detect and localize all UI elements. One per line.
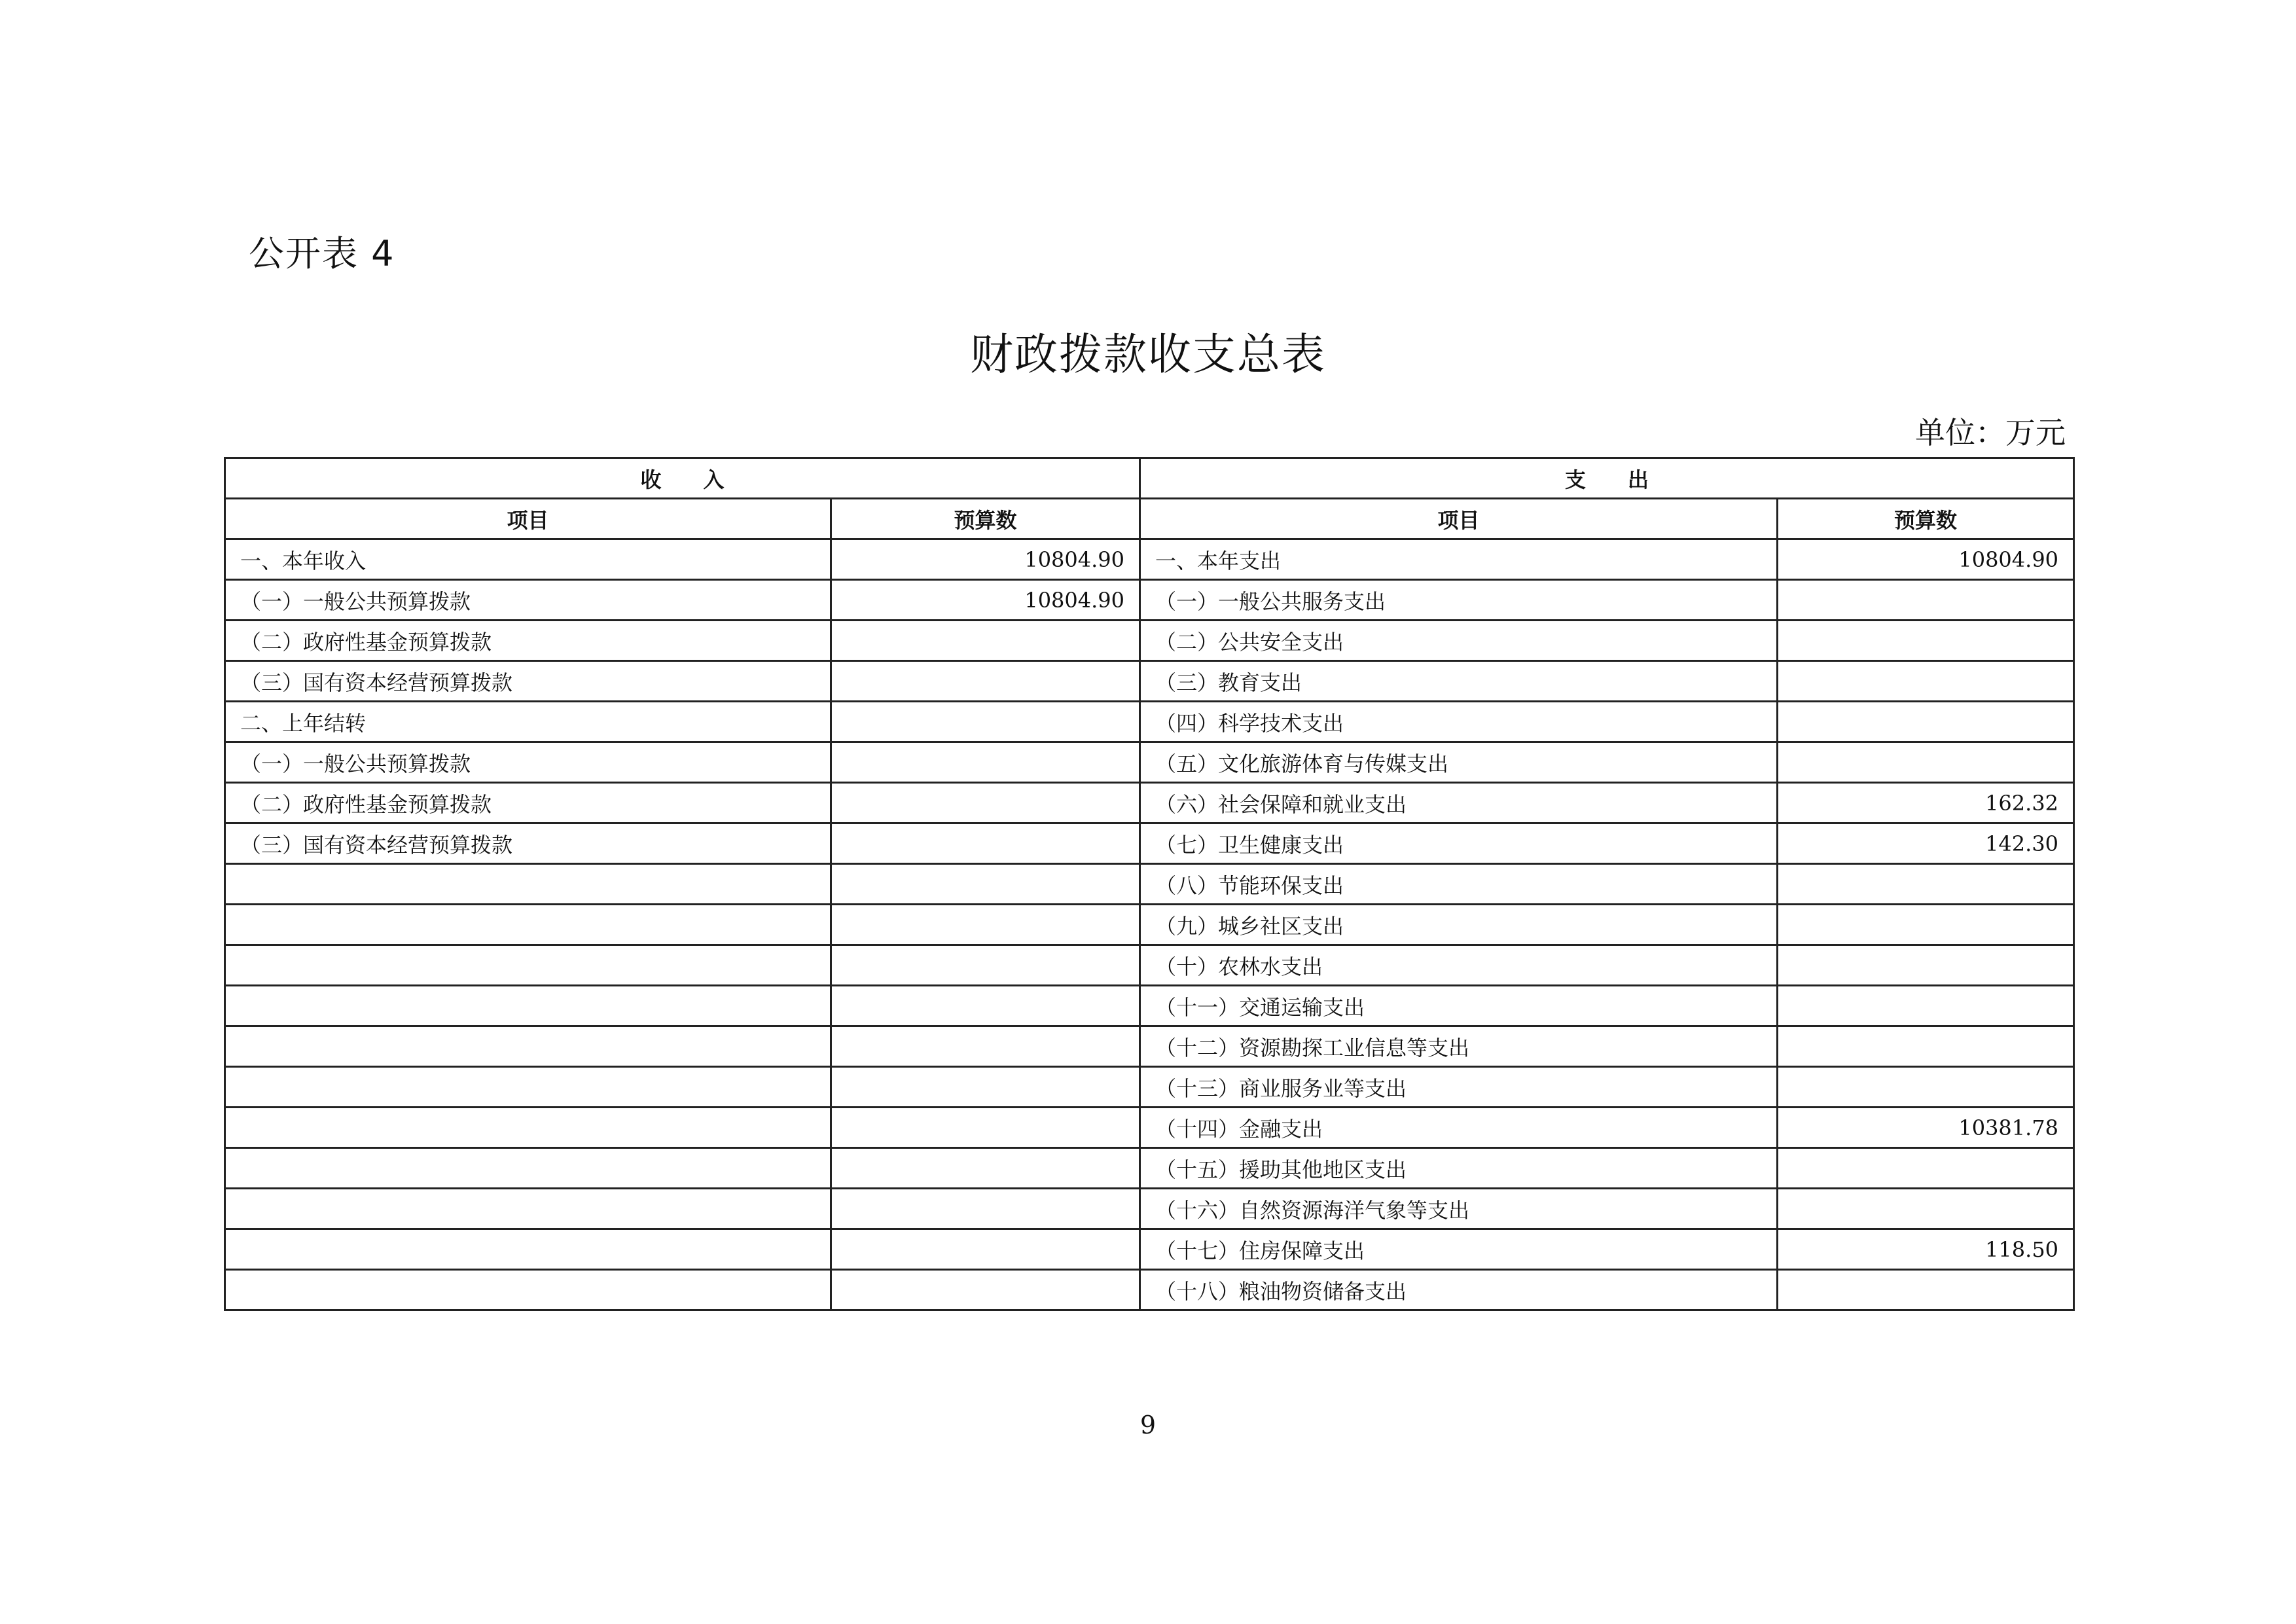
table-row: [225, 986, 2074, 1026]
income-amount-cell: 10804.90: [831, 539, 1140, 580]
expense-amount-cell: 118.50: [1778, 1229, 2074, 1270]
income-amount-cell: [831, 742, 1140, 783]
expense-amount-cell: [1778, 742, 2074, 783]
expense-amount-cell: [1778, 945, 2074, 986]
expense-item-header: 项目: [1140, 499, 1778, 539]
income-amount-header: 预算数: [831, 499, 1140, 539]
expense-item-cell: （十一）交通运输支出: [1140, 986, 1778, 1026]
expense-item-cell: （八）节能环保支出: [1140, 864, 1778, 905]
income-item-cell: [225, 1229, 831, 1270]
income-item-cell: [225, 905, 831, 945]
expense-amount-cell: [1778, 661, 2074, 702]
table-row: [225, 1067, 2074, 1108]
income-amount-cell: [831, 1148, 1140, 1189]
table-row: [225, 1026, 2074, 1067]
expense-item-cell: （二）公共安全支出: [1140, 621, 1778, 661]
income-item-cell: [225, 1026, 831, 1067]
expense-amount-header: 预算数: [1778, 499, 2074, 539]
income-item-cell: [225, 1067, 831, 1108]
expense-amount-cell: [1778, 1189, 2074, 1229]
expense-item-cell: （十六）自然资源海洋气象等支出: [1140, 1189, 1778, 1229]
income-item-cell: （一）一般公共预算拨款: [225, 580, 831, 621]
expense-item-cell: 一、本年支出: [1140, 539, 1778, 580]
income-amount-cell: [831, 905, 1140, 945]
expense-amount-cell: [1778, 905, 2074, 945]
income-amount-cell: [831, 783, 1140, 823]
income-amount-cell: [831, 1108, 1140, 1148]
expense-item-cell: （十五）援助其他地区支出: [1140, 1148, 1778, 1189]
expense-item-cell: （三）教育支出: [1140, 661, 1778, 702]
expense-amount-cell: [1778, 580, 2074, 621]
table-row: [225, 621, 2074, 661]
income-amount-cell: [831, 1189, 1140, 1229]
table-row: [225, 864, 2074, 905]
table-row: [225, 945, 2074, 986]
income-item-cell: 二、上年结转: [225, 702, 831, 742]
table-row: [225, 661, 2074, 702]
expense-item-cell: （十三）商业服务业等支出: [1140, 1067, 1778, 1108]
income-amount-cell: [831, 864, 1140, 905]
income-amount-cell: [831, 1229, 1140, 1270]
column-header-row: [225, 499, 2074, 539]
expense-amount-cell: [1778, 621, 2074, 661]
expense-amount-cell: 10804.90: [1778, 539, 2074, 580]
income-item-cell: [225, 945, 831, 986]
expense-item-cell: （十八）粮油物资储备支出: [1140, 1270, 1778, 1310]
income-amount-cell: 10804.90: [831, 580, 1140, 621]
expense-amount-cell: 142.30: [1778, 823, 2074, 864]
table-row: [225, 1108, 2074, 1148]
expense-amount-cell: [1778, 1270, 2074, 1310]
expense-amount-cell: [1778, 1067, 2074, 1108]
income-item-cell: （三）国有资本经营预算拨款: [225, 661, 831, 702]
income-amount-cell: [831, 945, 1140, 986]
expense-amount-cell: 10381.78: [1778, 1108, 2074, 1148]
income-item-cell: [225, 1270, 831, 1310]
income-amount-cell: [831, 1026, 1140, 1067]
income-item-cell: （二）政府性基金预算拨款: [225, 621, 831, 661]
income-amount-cell: [831, 661, 1140, 702]
expense-item-cell: （五）文化旅游体育与传媒支出: [1140, 742, 1778, 783]
expense-amount-cell: [1778, 702, 2074, 742]
income-amount-cell: [831, 1270, 1140, 1310]
table-row: [225, 580, 2074, 621]
page-number: 9: [1139, 1411, 1157, 1439]
expense-item-cell: （十）农林水支出: [1140, 945, 1778, 986]
income-item-cell: [225, 1108, 831, 1148]
table-row: [225, 1189, 2074, 1229]
expense-amount-cell: [1778, 1148, 2074, 1189]
income-amount-cell: [831, 621, 1140, 661]
table-row: [225, 1229, 2074, 1270]
table-row: [225, 742, 2074, 783]
income-item-cell: 一、本年收入: [225, 539, 831, 580]
expense-item-cell: （一）一般公共服务支出: [1140, 580, 1778, 621]
table-row: [225, 1270, 2074, 1310]
expense-section-header: 支 出: [1140, 458, 2074, 499]
table-row: [225, 823, 2074, 864]
expense-amount-cell: [1778, 864, 2074, 905]
expense-item-cell: （七）卫生健康支出: [1140, 823, 1778, 864]
section-header-row: [225, 458, 2074, 499]
income-amount-cell: [831, 702, 1140, 742]
income-item-cell: （三）国有资本经营预算拨款: [225, 823, 831, 864]
expense-item-cell: （十二）资源勘探工业信息等支出: [1140, 1026, 1778, 1067]
table-row: [225, 539, 2074, 580]
income-item-cell: [225, 864, 831, 905]
income-item-cell: （一）一般公共预算拨款: [225, 742, 831, 783]
expense-item-cell: （九）城乡社区支出: [1140, 905, 1778, 945]
table-label: 公开表 4: [249, 233, 395, 274]
income-item-header: 项目: [225, 499, 831, 539]
budget-table: [224, 457, 2075, 1311]
unit-label: 单位：万元: [1915, 415, 2066, 450]
table-row: [225, 702, 2074, 742]
expense-item-cell: （十四）金融支出: [1140, 1108, 1778, 1148]
income-item-cell: [225, 986, 831, 1026]
income-item-cell: （二）政府性基金预算拨款: [225, 783, 831, 823]
income-item-cell: [225, 1189, 831, 1229]
income-amount-cell: [831, 986, 1140, 1026]
income-section-header: 收 入: [225, 458, 1140, 499]
expense-amount-cell: [1778, 1026, 2074, 1067]
expense-amount-cell: [1778, 986, 2074, 1026]
table-row: [225, 783, 2074, 823]
document-title: 财政拨款收支总表: [970, 329, 1326, 380]
income-amount-cell: [831, 1067, 1140, 1108]
expense-amount-cell: 162.32: [1778, 783, 2074, 823]
income-amount-cell: [831, 823, 1140, 864]
expense-item-cell: （四）科学技术支出: [1140, 702, 1778, 742]
income-item-cell: [225, 1148, 831, 1189]
expense-item-cell: （六）社会保障和就业支出: [1140, 783, 1778, 823]
expense-item-cell: （十七）住房保障支出: [1140, 1229, 1778, 1270]
table-row: [225, 905, 2074, 945]
table-body: [225, 458, 2074, 1310]
table-row: [225, 1148, 2074, 1189]
